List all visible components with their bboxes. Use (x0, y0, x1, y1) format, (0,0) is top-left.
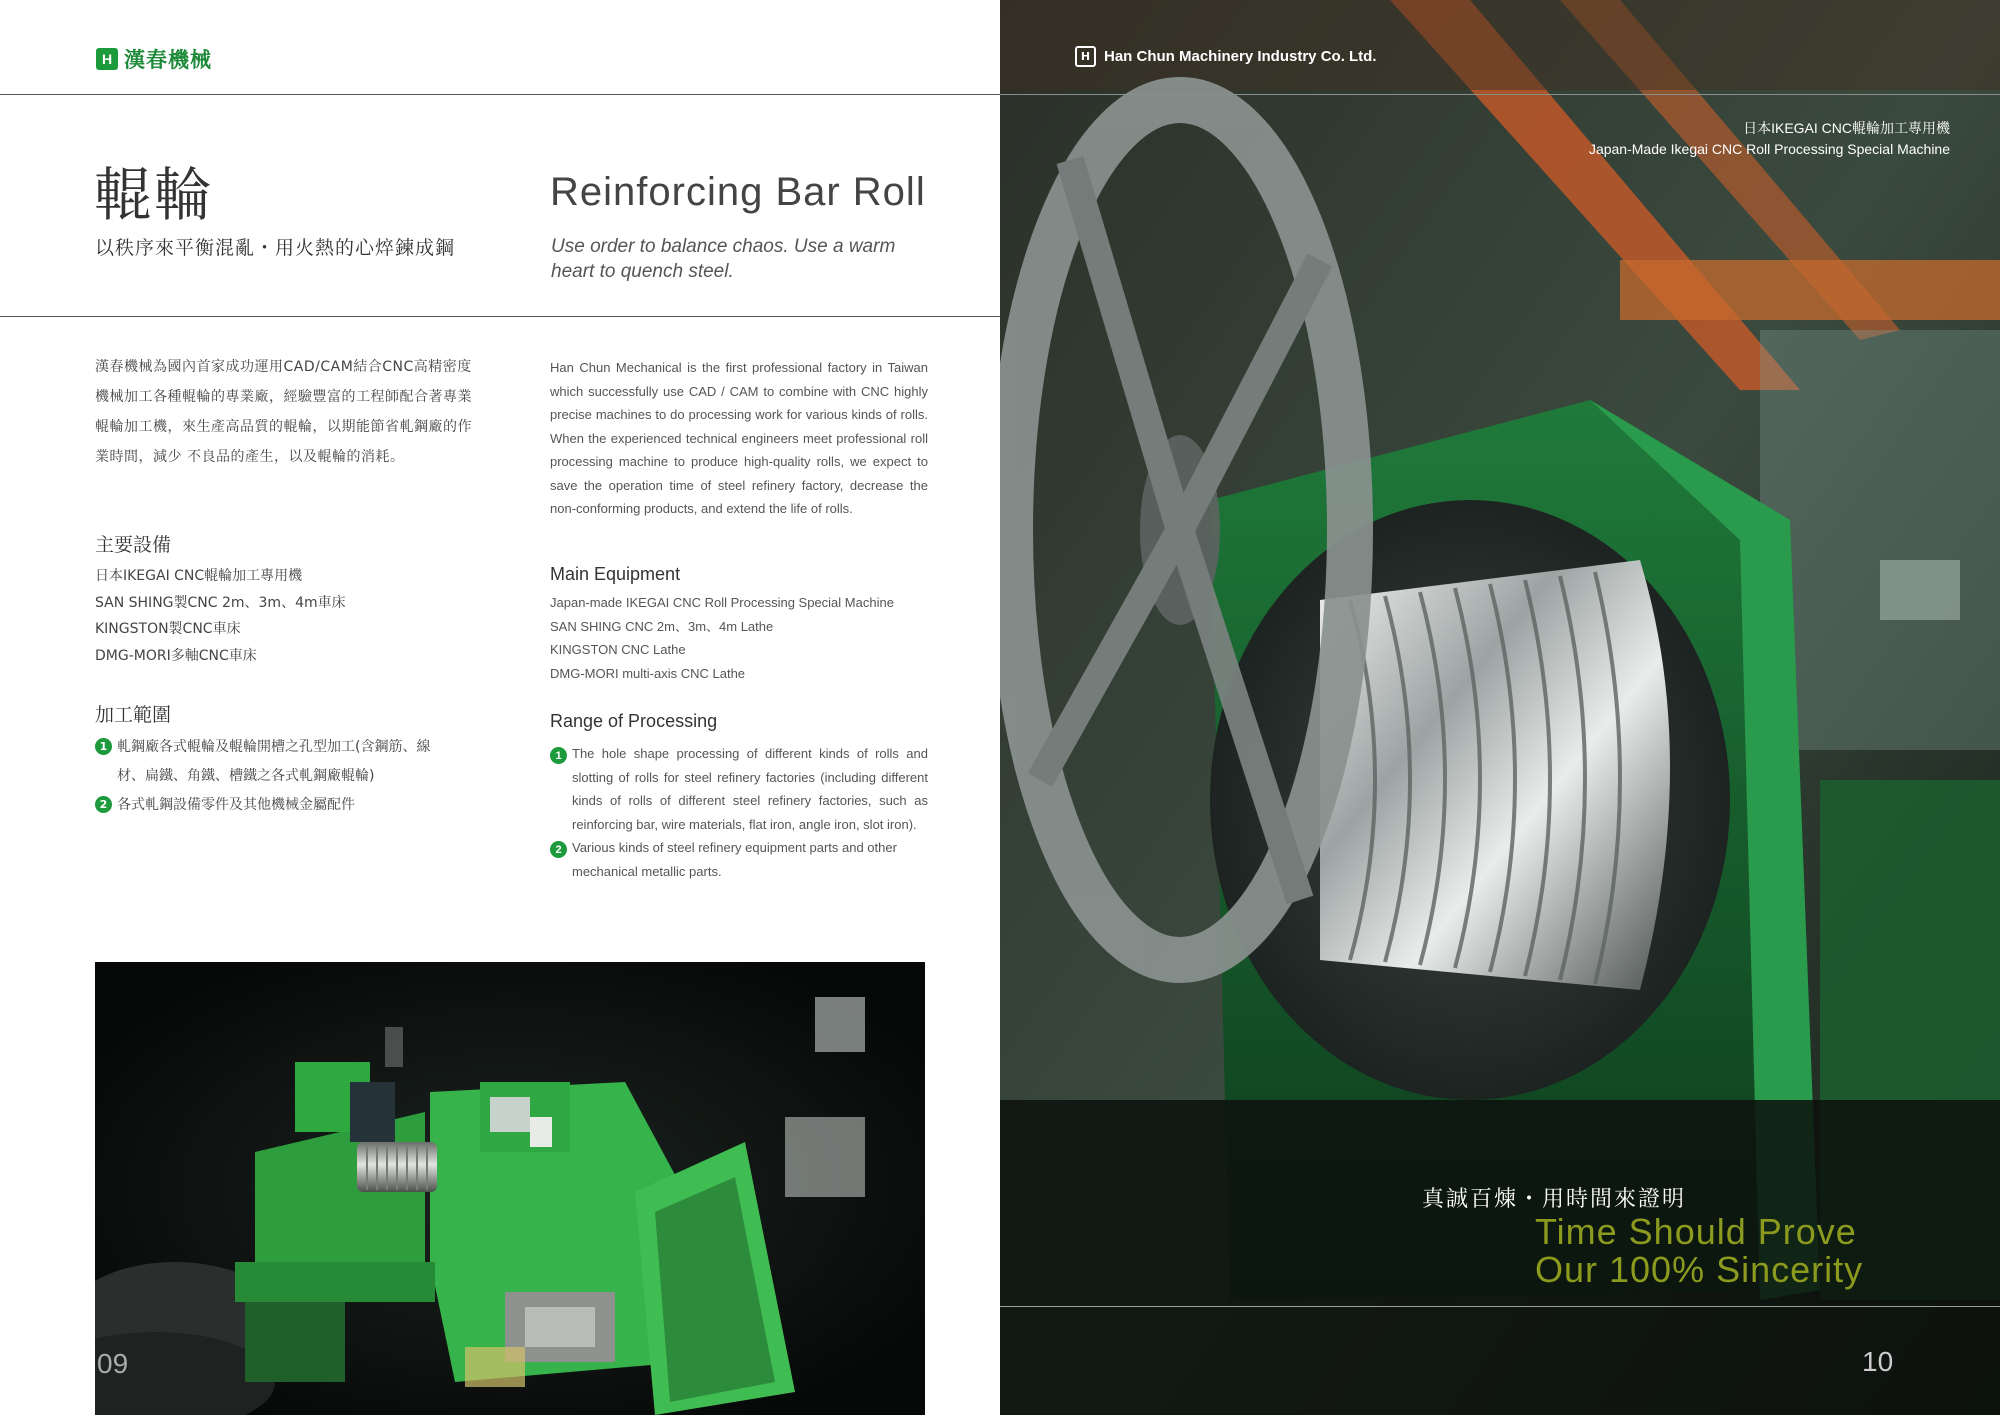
title-divider (0, 316, 1000, 317)
equipment-en-item: DMG-MORI multi-axis CNC Lathe (550, 665, 746, 681)
range-en-item (550, 742, 928, 836)
subtitle-en: Use order to balance chaos. Use a warm heart to quench steel. (551, 236, 896, 282)
equipment-en-block (550, 564, 928, 685)
slogan-zh: 真誠百煉・用時間來證明 (1422, 1187, 1687, 1212)
slogan-en-line1: Time Should Prove (1535, 1211, 1857, 1252)
range-en-text: Various kinds of steel refinery equipment parts and other mechanical metallic parts. (572, 840, 897, 879)
range-en-item (550, 836, 928, 883)
range-zh-text: 各式軋鋼設備零件及其他機械金屬配件 (117, 797, 355, 813)
caption-en: Japan-Made Ikegai CNC Roll Processing Special Machine (1588, 141, 1950, 157)
right-page (1000, 0, 2000, 1415)
equipment-zh-item: SAN SHING製CNC 2m、3m、4m車床 (95, 594, 346, 611)
number-1-icon: 1 (95, 738, 112, 755)
photo-caption (1589, 118, 1950, 160)
intro-zh: 漢春機械為國內首家成功運用CAD/CAM結合CNC高精密度機械加工各種輥輪的專業廠，經驗豐富的工程師配合著專業輥輪加工機，來生產高品質的輥輪，以期能節省軋鋼廠的作業時間，減少 不良品的產生，以及輥輪的消耗。 (95, 359, 472, 465)
equipment-en-item: SAN SHING CNC 2m、3m、4m Lathe (550, 618, 774, 634)
company-logo-icon: H (1075, 46, 1096, 67)
range-en-block (550, 711, 928, 883)
caption-zh: 日本IKEGAI CNC輥輪加工專用機 (1743, 120, 1950, 136)
lathe-photo (95, 962, 925, 1415)
range-en-text: The hole shape processing of different kinds of rolls and slotting of rolls for steel refinery factories (including different kinds of rolls of different steel refinery factories, such as reinforcing bar, wire materials, flat iron, angle iron, slot iron). (572, 746, 928, 832)
brand-logo (96, 44, 212, 74)
range-zh-item (95, 791, 455, 820)
intro-zh-block (95, 352, 475, 472)
title-en: Reinforcing Bar Roll (550, 170, 926, 214)
footer-divider (1000, 1306, 2000, 1307)
logo-text: 漢春機械 (124, 48, 212, 72)
lathe-illustration (95, 962, 925, 1415)
range-zh-item (95, 733, 455, 791)
equipment-zh-item: KINGSTON製CNC車床 (95, 621, 241, 637)
equipment-heading-en: Main Equipment (550, 564, 681, 584)
intro-en-block (550, 356, 928, 521)
range-zh-block (95, 700, 455, 820)
logo-mark-icon: H (96, 48, 118, 70)
company-name: Han Chun Machinery Industry Co. Ltd. (1104, 48, 1377, 65)
page-number-left: 09 (97, 1348, 129, 1379)
equipment-zh-item: DMG-MORI多軸CNC車床 (95, 647, 257, 664)
subtitle-zh: 以秩序來平衡混亂・用火熱的心焠鍊成鋼 (95, 237, 456, 259)
slogan-en (1535, 1213, 1863, 1289)
number-1-icon: 1 (550, 747, 567, 764)
header-divider (0, 94, 1000, 95)
equipment-zh-block (95, 530, 475, 669)
slogan-en-line2: Our 100% Sincerity (1535, 1249, 1864, 1290)
equipment-zh-item: 日本IKEGAI CNC輥輪加工專用機 (95, 568, 303, 584)
number-2-icon: 2 (95, 796, 112, 813)
right-header-divider (1000, 94, 2000, 95)
equipment-heading-zh: 主要設備 (95, 534, 172, 556)
page-number-right: 10 (1862, 1346, 1894, 1377)
range-heading-en: Range of Processing (550, 711, 718, 731)
title-zh: 輥輪 (94, 161, 215, 229)
number-2-icon: 2 (550, 841, 567, 858)
equipment-en-item: KINGSTON CNC Lathe (550, 642, 686, 657)
range-zh-text: 軋鋼廠各式輥輪及輥輪開槽之孔型加工(含鋼筋、線材、扁鐵、角鐵、槽鐵之各式軋鋼廠輥輪) (117, 739, 431, 784)
equipment-en-item: Japan-made IKEGAI CNC Roll Processing Special Machine (550, 595, 894, 610)
intro-en: Han Chun Mechanical is the first professional factory in Taiwan which successfully use CAD / CAM to combine with CNC highly precise machines to do processing work for various kinds of rolls. When the experienced technical engineers meet professional roll processing machine to produce high-quality rolls, we expect to save the operation time of steel refinery factory, decrease the non-conforming products, and extend the life of rolls. (550, 360, 928, 516)
range-heading-zh: 加工範圍 (95, 704, 172, 726)
right-header (1075, 46, 1377, 67)
